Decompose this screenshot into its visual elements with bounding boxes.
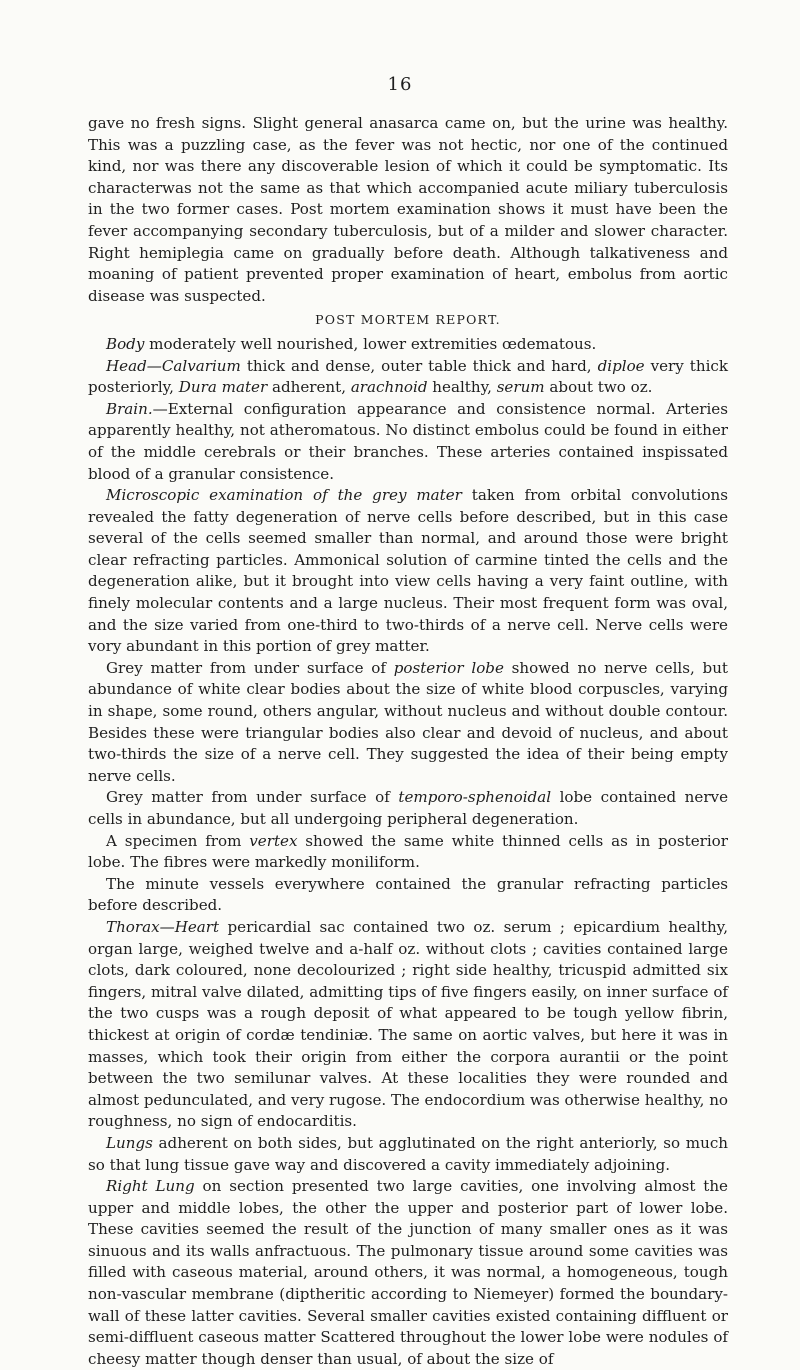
- temporo-paragraph: [88, 787, 728, 830]
- page-number: 16: [387, 74, 413, 95]
- vertex-text-2: showed the same white thinned cells as in posterior lobe. The fibres were markedly moniliform.: [88, 831, 728, 872]
- head-label: Head—Calvarium: [106, 356, 241, 375]
- microscopic-paragraph: [88, 485, 728, 658]
- body-paragraph: [88, 334, 728, 356]
- head-paragraph: [88, 356, 728, 399]
- head-text-5: about two oz.: [544, 378, 653, 397]
- intro-paragraph: gave no fresh signs. Slight general anasarca came on, but the urine was healthy. This was a puzzling case, as the fever was not hectic, nor one of the continued kind, nor was there any discoverable lesion of which it could be symptomatic. Its characterwas not the same as that which accompanied acute miliary tuberculosis in the two former cases. Post mortem examination shows it must have been the fever accompanying secondary tuberculosis, but of a milder and slower character. Right hemiplegia came on gradually before death. Although talkativeness and moaning of patient prevented proper examination of heart, embolus from aortic disease was suspected.: [88, 114, 728, 305]
- lungs-paragraph: [88, 1133, 728, 1176]
- vertex-text-1: A specimen from: [106, 831, 250, 850]
- right-lung-label: Right Lung: [106, 1177, 195, 1196]
- head-text-1: thick and dense, outer table thick and hard,: [240, 356, 598, 375]
- diploe-term: diploe: [597, 356, 645, 375]
- serum-term: serum: [496, 378, 545, 397]
- vessels-paragraph: The minute vessels everywhere contained the granular refracting particles before described.: [88, 874, 728, 915]
- section-heading: POST MORTEM REPORT.: [315, 312, 501, 328]
- vertex-paragraph: [88, 831, 728, 874]
- right-lung-paragraph: [88, 1176, 728, 1370]
- temporo-text-2: lobe contained nerve cells in abundance, but all undergoing peripheral degeneration.: [88, 788, 728, 828]
- head-text-2: very thick posteriorly,: [88, 356, 728, 397]
- body-text: moderately well nourished, lower extremities œdematous.: [144, 334, 597, 353]
- thorax-label: Thorax—Heart: [106, 917, 220, 936]
- temporo-text-1: Grey matter from under surface of: [106, 788, 399, 807]
- brain-text: —External configuration appearance and consistence normal. Arteries apparently healthy, not atheromatous. No distinct embolus could be found in either of the middle cerebrals or their branches. These arteries contained inspissated blood of a granular consistence.: [88, 399, 728, 483]
- lungs-text: adherent on both sides, but agglutinated on the right anteriorly, so much so that lung tissue gave way and discovered a cavity immediately adjoining.: [88, 1133, 728, 1174]
- microscopic-label: Microscopic examination of the grey mater: [106, 486, 462, 505]
- arachnoid-term: arachnoid: [350, 378, 428, 397]
- brain-paragraph: [88, 399, 728, 485]
- thorax-text: pericardial sac contained two oz. serum ; epicardium healthy, organ large, weighed twelve and a-half oz. without clots ; cavities contained large clots, dark coloured, none decolourized ; right side healthy, tricuspid admitted six fingers, mitral valve dilated, admitting tips of five fingers easily, on inner surface of the two cusps was a rough deposit of what appeared to be tough yellow fibrin, thickest at origin of cordæ tendiniæ. The same on aortic valves, but here it was in masses, which took their origin from either the corpora aurantii or the point between the two semilunar valves. At these localities they were rounded and almost pedunculated, and very rugose. The endocordium was otherwise healthy, no roughness, no sign of endocarditis.: [88, 917, 728, 1131]
- posterior-label: posterior lobe: [393, 658, 504, 677]
- posterior-lobe-paragraph: [88, 658, 728, 788]
- head-text-4: healthy,: [427, 378, 497, 397]
- dura-term: Dura mater: [178, 378, 268, 397]
- thorax-paragraph: [88, 917, 728, 1133]
- microscopic-text: taken from orbital convolutions revealed the fatty degeneration of nerve cells before described, but in this case several of the cells seemed smaller than normal, and around those were bright clear refracting particles. Ammonical solution of carmine tinted the cells and the degeneration alike, but it brought into view cells having a very faint outline, with finely molecular contents and a large nucleus. Their most frequent form was oval, and the size varied from one-third to two-thirds of a nerve cell. Nerve cells were vory abundant in this portion of grey matter.: [88, 486, 729, 656]
- right-lung-text: on section presented two large cavities, one involving almost the upper and middle lobes, the other the upper and posterior part of lower lobe. These cavities seemed the result of the junction of many smaller ones as it was sinuous and its walls anfractuous. The pulmonary tissue around some cavities was filled with caseous material, around others, it was normal, a homogeneous, tough non-vascular membrane (diptheritic according to Niemeyer) formed the boundary-wall of these latter cavities. Several smaller cavities existed containing diffluent or semi-diffluent caseous matter Scattered throughout the lower lobe were nodules of cheesy matter though denser than usual, of about the size of: [88, 1177, 728, 1368]
- brain-label: Brain.: [106, 399, 153, 418]
- posterior-text-1: Grey matter from under surface of: [106, 658, 394, 677]
- posterior-text-2: showed no nerve cells, but abundance of white clear bodies about the size of white blood corpuscles, varying in shape, some round, others angular, without nucleus and without double contour. Besides these were triangular bodies also clear and devoid of nucleus, and about two-thirds the size of a nerve cell. They suggested the idea of their being empty nerve cells.: [88, 658, 728, 785]
- page-text: [88, 113, 728, 1370]
- head-text-3: adherent,: [267, 378, 351, 397]
- temporo-label: temporo-sphenoidal: [398, 788, 552, 807]
- vertex-label: vertex: [249, 831, 298, 850]
- body-label: Body: [106, 334, 145, 353]
- lungs-label: Lungs: [106, 1133, 153, 1152]
